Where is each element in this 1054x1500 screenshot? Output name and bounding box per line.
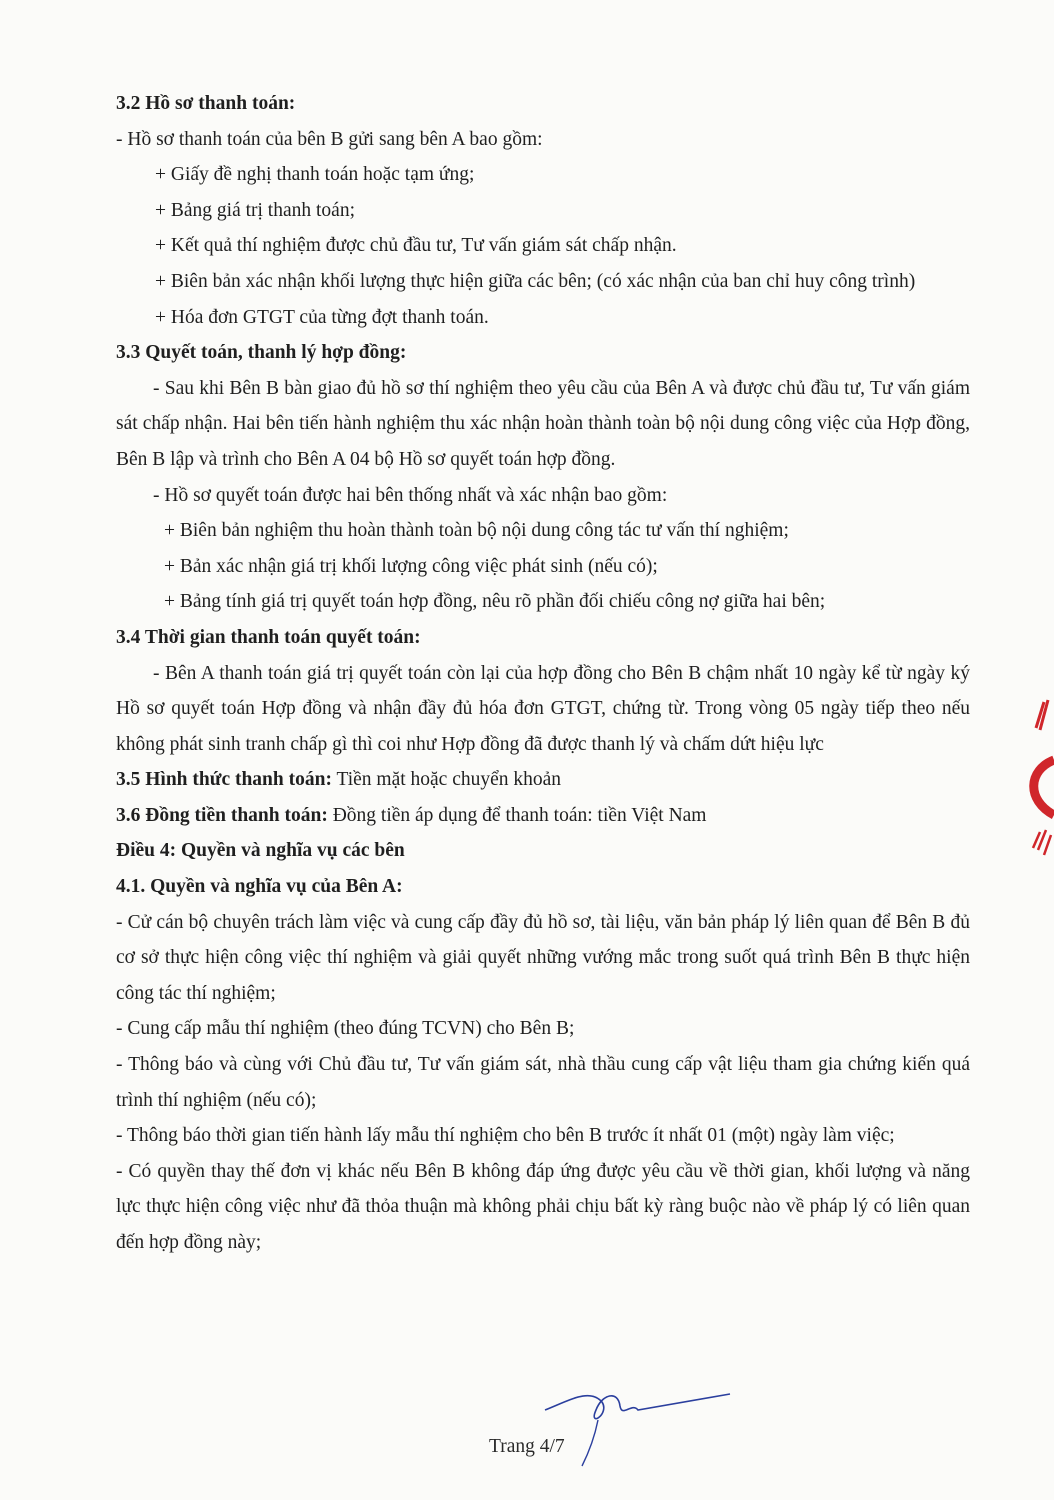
- section-3-5: [116, 762, 970, 798]
- document-body: [116, 86, 970, 1261]
- section-4-1-item-5: - Có quyền thay thế đơn vị khác nếu Bên B không đáp ứng được yêu cầu về thời gian, khối lượng và năng lực thực hiện công việc như đã thỏa thuận mà không phải chịu bất kỳ ràng buộc nào về pháp lý có liên quan đến hợp đồng này;: [116, 1160, 970, 1253]
- section-3-2-line-6: + Hóa đơn GTGT của từng đợt thanh toán.: [155, 306, 489, 328]
- section-3-2-line-2: + Giấy đề nghị thanh toán hoặc tạm ứng;: [155, 164, 475, 186]
- section-3-5-label: 3.5 Hình thức thanh toán:: [116, 769, 332, 791]
- article-4-title: Điều 4: Quyền và nghĩa vụ các bên: [116, 840, 405, 862]
- signature-mark: [540, 1380, 740, 1470]
- section-3-2-line-5: + Biên bản xác nhận khối lượng thực hiện giữa các bên; (có xác nhận của ban chỉ huy công trình): [155, 270, 916, 292]
- section-3-3-paragraph-1: - Sau khi Bên B bàn giao đủ hồ sơ thí nghiệm theo yêu cầu của Bên A và được chủ đầu tư, Tư vấn giám sát chấp nhận. Hai bên tiến hành nghiệm thu xác nhận hoàn thành toàn bộ nội dung công việc của Hợp đồng, Bên B lập và trình cho Bên A 04 bộ Hồ sơ quyết toán hợp đồng.: [116, 377, 970, 470]
- page-number: Trang 4/7: [489, 1436, 565, 1457]
- section-3-3-title: 3.3 Quyết toán, thanh lý hợp đồng:: [116, 342, 407, 364]
- section-4-1-item-1: - Cử cán bộ chuyên trách làm việc và cung cấp đầy đủ hồ sơ, tài liệu, văn bản pháp lý liên quan để Bên B đủ cơ sở thực hiện công việc thí nghiệm và giải quyết những vướng mắc trong suốt quá trình Bên B thực hiện công tác thí nghiệm;: [116, 911, 970, 1004]
- section-3-2-line-3: + Bảng giá trị thanh toán;: [155, 199, 355, 221]
- section-4-1-item-4: - Thông báo thời gian tiến hành lấy mẫu thí nghiệm cho bên B trước ít nhất 01 (một) ngày làm việc;: [116, 1125, 895, 1147]
- section-3-6: [116, 798, 970, 834]
- section-3-2-line-1: - Hồ sơ thanh toán của bên B gửi sang bên A bao gồm:: [116, 128, 543, 150]
- section-3-2-line-4: + Kết quả thí nghiệm được chủ đầu tư, Tư vấn giám sát chấp nhận.: [155, 235, 677, 257]
- section-3-6-text: Đồng tiền áp dụng để thanh toán: tiền Việt Nam: [327, 804, 707, 826]
- section-4-1-title: 4.1. Quyền và nghĩa vụ của Bên A:: [116, 876, 403, 898]
- section-3-3-item-3: + Bảng tính giá trị quyết toán hợp đồng, nêu rõ phần đối chiếu công nợ giữa hai bên;: [164, 591, 826, 613]
- section-3-2-title: 3.2 Hồ sơ thanh toán:: [116, 93, 296, 114]
- red-stamp-fragment: [1018, 690, 1054, 890]
- section-3-3-item-2: + Bản xác nhận giá trị khối lượng công việc phát sinh (nếu có);: [164, 555, 658, 577]
- section-4-1-item-3: - Thông báo và cùng với Chủ đầu tư, Tư vấn giám sát, nhà thầu cung cấp vật liệu tham gia chứng kiến quá trình thí nghiệm (nếu có);: [116, 1054, 970, 1111]
- section-3-4-paragraph: - Bên A thanh toán giá trị quyết toán còn lại của hợp đồng cho Bên B chậm nhất 10 ngày kể từ ngày ký Hồ sơ quyết toán Hợp đồng và nhận đầy đủ hóa đơn GTGT, chứng từ. Trong vòng 05 ngày tiếp theo nếu không phát sinh tranh chấp gì thì coi như Hợp đồng đã được thanh lý và chấm dứt hiệu lực: [116, 662, 970, 755]
- section-4-1-item-2: - Cung cấp mẫu thí nghiệm (theo đúng TCVN) cho Bên B;: [116, 1018, 575, 1040]
- section-3-3-paragraph-2: - Hồ sơ quyết toán được hai bên thống nhất và xác nhận bao gồm:: [153, 484, 668, 506]
- section-3-5-text: Tiền mặt hoặc chuyển khoản: [331, 769, 562, 791]
- section-3-3-item-1: + Biên bản nghiệm thu hoàn thành toàn bộ nội dung công tác tư vấn thí nghiệm;: [164, 520, 789, 542]
- section-3-4-title: 3.4 Thời gian thanh toán quyết toán:: [116, 626, 421, 648]
- section-3-6-label: 3.6 Đồng tiền thanh toán:: [116, 804, 328, 826]
